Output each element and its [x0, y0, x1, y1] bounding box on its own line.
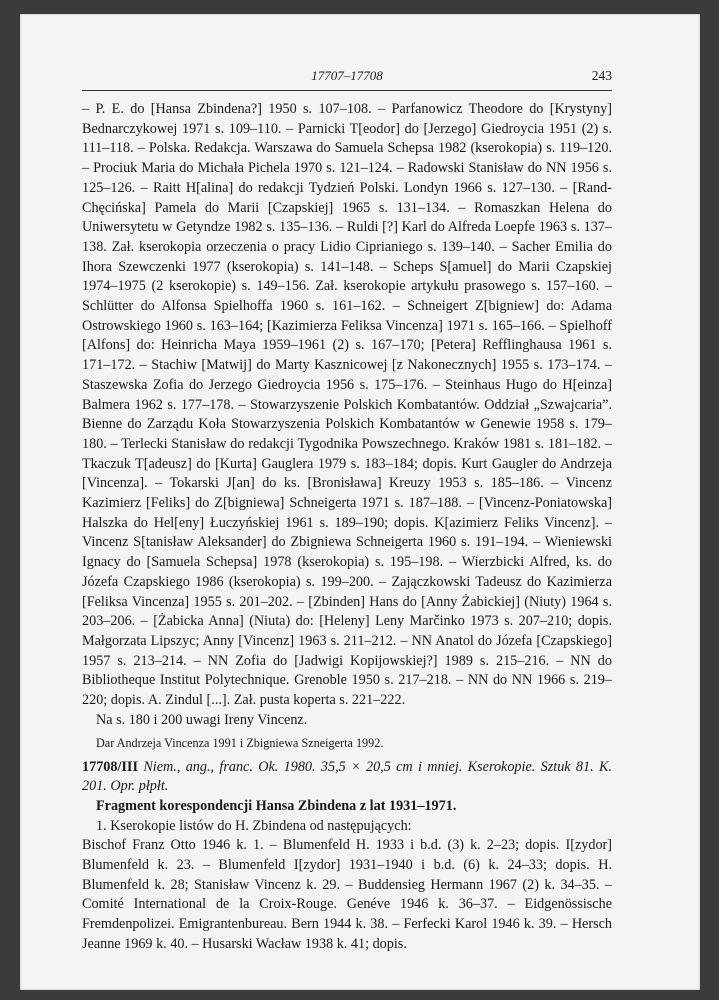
entry-id: 17708/III — [82, 758, 138, 775]
entry-title: Fragment korespondencji Hansa Zbindena z lat 1931–1971. — [96, 797, 457, 814]
page-header — [82, 66, 612, 91]
list-heading: 1. Kserokopie listów do H. Zbindena od następujących: — [96, 817, 412, 834]
paragraph-continued: – P. E. do [Hansa Zbindena?] 1950 s. 107–108. – Parfanowicz Theodore do [Krystyny] Bednarczykowej 1971 s. 109–110. – Parnicki T[eodor] do [Jerzego] Giedroycia 1951 (2) s. 111–118. – Polska. Redakcja. Warszawa do Samuela Schepsa 1982 (kserokopia) s. 119–120. – Prociuk Maria do Michała Pichela 1970 s. 121–124. – Radowski Stanisław do NN 1956 s. 125–126. – Raitt H[alina] do redakcji Tydzień Polski. Londyn 1966 s. 127–130. – [Rand-Chęcińska] Pamela do Marii [Czapskiej] 1965 s. 131–134. – Romaszkan Helena do Uniwersytetu w Getyndze 1982 s. 135–136. – Ruldi [?] Karl do Alfreda Loepfe 1963 s. 137–138. Zał. kserokopia orzeczenia o pracy Lidio Ciprianiego s. 139–140. – Sacher Emilia do Ihora Szewczenki 1977 (kserokopia) s. 141–148. – Scheps S[amuel] do Marii Czapskiej 1974–1975 (2 kserokopie) s. 149–156. Zał. kserokopie artykułu prasowego s. 157–160. – Schlütter do Alfonsa Spielhoffa 1960 s. 161–162. – Schneigert Z[bigniew] do: Adama Ostrowskiego 1960 s. 163–164; [Kazimierza Feliksa Vincenza] 1971 s. 165–166. – Spielhoff [Alfons] do: Heinricha Maya 1959–1961 (2) s. 167–170; [Petera] Refflinghausa 1961 s. 171–172. – Stachiw [Matwij] do Marty Kasznicowej [z Nakonecznych] 1955 s. 173–174. – Staszewska Zofia do Jerzego Giedroycia 1956 s. 175–176. – Steinhaus Hugo do H[einza] Balmera 1962 s. 177–178. – Stowarzyszenie Polskich Kombatantów. Oddział „Szwajcaria”. Bienne do Zarządu Koła Stowarzyszenia Polskich Kombatantów w Genewie 1958 s. 179–180. – Terlecki Stanisław do redakcji Tygodnika Powszechnego. Kraków 1981 s. 181–182. – Tkaczuk T[adeusz] do [Kurta] Gauglera 1979 s. 183–184; dopis. Kurt Gaugler do Andrzeja [Vincenza]. – Tokarski J[an] do ks. [Bronisława] Kreuzy 1953 s. 185–186. – Vincenz Kazimierz [Feliks] do Z[bigniewa] Schneigerta 1971 s. 187–188. – [Vincenz-Poniatowska] Halszka do Hel[eny] Łuczyńskiej 1961 s. 189–190; dopis. K[azimierz Feliks Vincenz]. – Vincenz S[tanisław Aleksander] do Zbigniewa Schneigerta 1960 s. 191–194. – Wieniewski Ignacy do [Samuela Schepsa] 1978 (kserokopia) s. 195–198. – Wierzbicki Alfred, ks. do Józefa Czapskiego 1986 (kserokopia) s. 199–200. – Zajączkowski Tadeusz do Kazimierza [Feliksa Vincenza] 1955 s. 201–202. – [Zbinden] Hans do [Anny Żabickiej] (Niuty) 1964 s. 203–206. – [Żabicka Anna] (Niuta) do: [Heleny] Leny Marčinko 1973 s. 207–210; dopis. Małgorzata Lipszyc; Anny [Vincenz] 1963 s. 211–212. – NN Anatol do Józefa [Czapskiego] 1957 s. 213–214. – NN Zofia do [Jadwigi Kopijowskiej?] 1989 s. 215–216. – NN do Bibliotheque Institut Polytechnique. Grenoble 1950 s. 217–218. – NN do NN 1966 s. 219–220; dopis. A. Zindul [...]. Zał. pusta koperta s. 221–222. — [82, 101, 612, 709]
letters-list: Bischof Franz Otto 1946 k. 1. – Blumenfeld H. 1933 i b.d. (3) k. 2–23; dopis. I[zydor] Blumenfeld k. 23. – Blumenfeld I[zydor] 1931–1940 i b.d. (6) k. 24–33; dopis. H. Blumenfeld k. 28; Stanisław Vincenz k. 29. – Buddensieg Hermann 1967 (2) k. 34–35. – Comité International de la Croix-Rouge. Genéve 1946 k. 36–37. – Eidgenössische Fremdenpolizei. Emigrantenbureau. Bern 1944 k. 38. – Ferfecki Karol 1946 k. 39. – Hersch Jeanne 1969 k. 40. – Husarski Wacław 1938 k. 41; dopis. — [82, 837, 612, 952]
remark-paragraph: Na s. 180 i 200 uwagi Ireny Vincenz. — [96, 711, 308, 728]
main-text — [82, 100, 612, 955]
catalog-entry-header — [82, 758, 612, 797]
running-head: 17707–17708 — [311, 68, 383, 83]
entry-description: Niem., ang., franc. Ok. 1980. 35,5 × 20,5 cm i mniej. Kserokopie. Sztuk 81. K. 201. Opr. płpłt. — [82, 758, 613, 795]
provenance-note: Dar Andrzeja Vincenza 1991 i Zbigniewa Szneigerta 1992. — [96, 735, 384, 750]
page-number: 243 — [591, 68, 612, 83]
document-page — [20, 14, 700, 990]
